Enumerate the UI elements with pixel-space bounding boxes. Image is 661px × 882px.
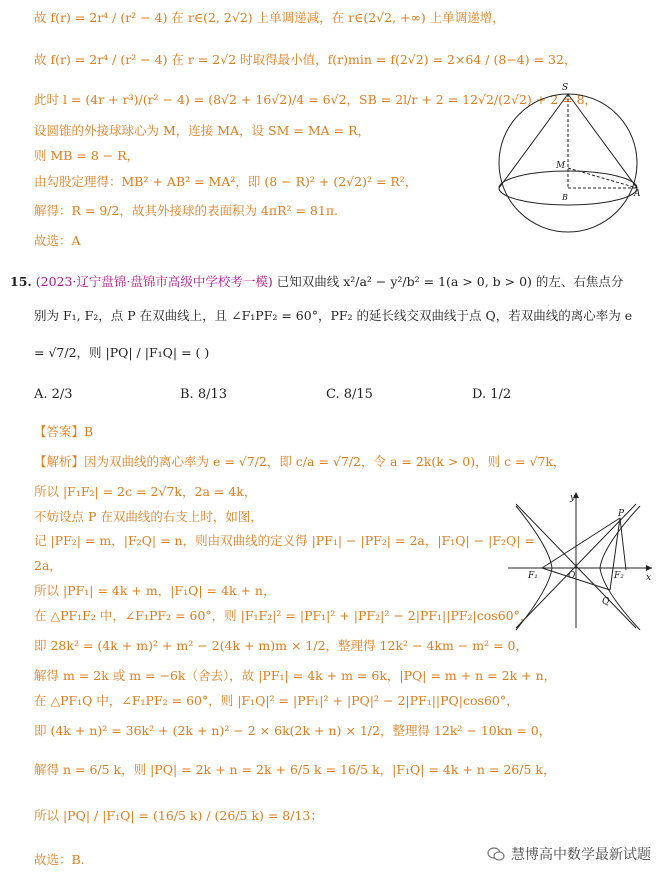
- analysis-line-11: 即 (4k + n)² = 36k² + (2k + n)² − 2 × 6k(2k + n) × 1/2，整理得 12k² − 10kn = 0，: [34, 723, 552, 738]
- label-origin: O: [568, 571, 576, 581]
- top-line-4: 设圆锥的外接球球心为 M，连接 MA，设 SM = MA = R，: [34, 123, 370, 138]
- question-number: 15.: [10, 274, 32, 289]
- label-S: S: [562, 83, 569, 93]
- analysis-line-5: 2a，: [34, 558, 62, 573]
- question-source: (2023·辽宁盘锦·盘锦市高级中学校考一模): [35, 274, 273, 289]
- top-line-6: 由勾股定理得：MB² + AB² = MA²，即 (8 − R)² + (2√2)² = R²，: [34, 174, 418, 189]
- analysis-line-6: 所以 |PF₁| = 4k + m，|F₁Q| = 4k + n，: [34, 583, 276, 598]
- analysis-line-8: 即 28k² = (4k + m)² + m² − 2(4k + m)m × 1/2，整理得 12k² − 4km − m² = 0，: [34, 638, 528, 653]
- analysis-line-10: 在 △PF₁Q 中，∠F₁PF₂ = 60°，则 |F₁Q|² = |PF₁|² + |PQ|² − 2|PF₁||PQ|cos60°，: [34, 693, 519, 708]
- wechat-icon: [487, 846, 505, 862]
- question-15-line-2: 别为 F₁, F₂，点 P 在双曲线上，且 ∠F₁PF₂ = 60°，PF₂ 的延长线交双曲线于点 Q，若双曲线的离心率为 e: [34, 308, 633, 323]
- label-Q: Q: [602, 597, 610, 607]
- top-line-3: 此时 l = (4r + r³)/(r² − 4) = (8√2 + 16√2)/4 = 6√2，SB = 2l/r + 2 = 12√2/(2√2) + 2 = 8，: [34, 92, 598, 107]
- top-line-5: 则 MB = 8 − R，: [34, 148, 140, 163]
- analysis-line-4: 记 |PF₂| = m，|F₂Q| = n，则由双曲线的定义得 |PF₁| − |PF₂| = 2a，|F₁Q| − |F₂Q| =: [34, 533, 535, 548]
- hyperbola-figure: [506, 488, 656, 633]
- analysis-line-12: 解得 n = 6/5 k，则 |PQ| = 2k + n = 2k + 6/5 k = 16/5 k，|F₁Q| = 4k + n = 26/5 k，: [34, 762, 556, 777]
- analysis-line-2: 所以 |F₁F₂| = 2c = 2√7k，2a = 4k，: [34, 484, 257, 499]
- sphere-cone-figure: [494, 80, 644, 235]
- option-a[interactable]: A. 2/3: [34, 387, 73, 402]
- label-A: A: [634, 189, 641, 199]
- label-M: M: [556, 161, 566, 171]
- top-line-7: 解得：R = 9/2，故其外接球的表面积为 4πR² = 81π.: [34, 203, 339, 218]
- label-y-axis: y: [570, 493, 576, 503]
- label-F1: F₁: [528, 571, 538, 581]
- analysis-line-14: 故选：B.: [34, 852, 85, 867]
- label-x-axis: x: [646, 573, 652, 583]
- analysis-line-1: 【解析】因为双曲线的离心率为 e = √7/2，即 c/a = √7/2，令 a = 2k(k > 0)，则 c = √7k，: [34, 454, 566, 469]
- watermark-text: 慧博高中数学最新试题: [511, 847, 651, 863]
- label-B: B: [562, 193, 568, 202]
- question-15-line-3: = √7/2，则 |PQ| / |F₁Q| = ( ): [34, 345, 210, 360]
- question-15-line-1: [10, 274, 623, 290]
- watermark: [487, 844, 651, 864]
- option-c[interactable]: C. 8/15: [326, 387, 373, 402]
- analysis-line-13: 所以 |PQ| / |F₁Q| = (16/5 k) / (26/5 k) = 8/13；: [34, 808, 323, 823]
- label-F2: F₂: [614, 571, 624, 581]
- analysis-line-3: 不妨设点 P 在双曲线的右支上时，如图，: [34, 509, 263, 524]
- question-stem-1: 已知双曲线 x²/a² − y²/b² = 1(a > 0, b > 0) 的左、右焦点分: [276, 274, 624, 289]
- answer-label: 【答案】B: [34, 424, 94, 439]
- top-line-8: 故选：A: [34, 233, 81, 248]
- label-P: P: [618, 509, 625, 519]
- analysis-line-7: 在 △PF₁F₂ 中，∠F₁PF₂ = 60°，则 |F₁F₂|² = |PF₁|² + |PF₂|² − 2|PF₁||PF₂|cos60°，: [34, 608, 533, 623]
- analysis-line-9: 解得 m = 2k 或 m = −6k（舍去），故 |PF₁| = 4k + m = 6k，|PQ| = m + n = 2k + n，: [34, 668, 557, 683]
- top-line-1: 故 f(r) = 2r⁴ / (r² − 4) 在 r∈(2, 2√2) 上单调递减，在 r∈(2√2, +∞) 上单调递增，: [34, 10, 505, 25]
- top-line-2: 故 f(r) = 2r⁴ / (r² − 4) 在 r = 2√2 时取得最小值，f(r)min = f(2√2) = 2×64 / (8−4) = 32，: [34, 52, 577, 67]
- option-d[interactable]: D. 1/2: [472, 387, 512, 402]
- option-b[interactable]: B. 8/13: [180, 387, 228, 402]
